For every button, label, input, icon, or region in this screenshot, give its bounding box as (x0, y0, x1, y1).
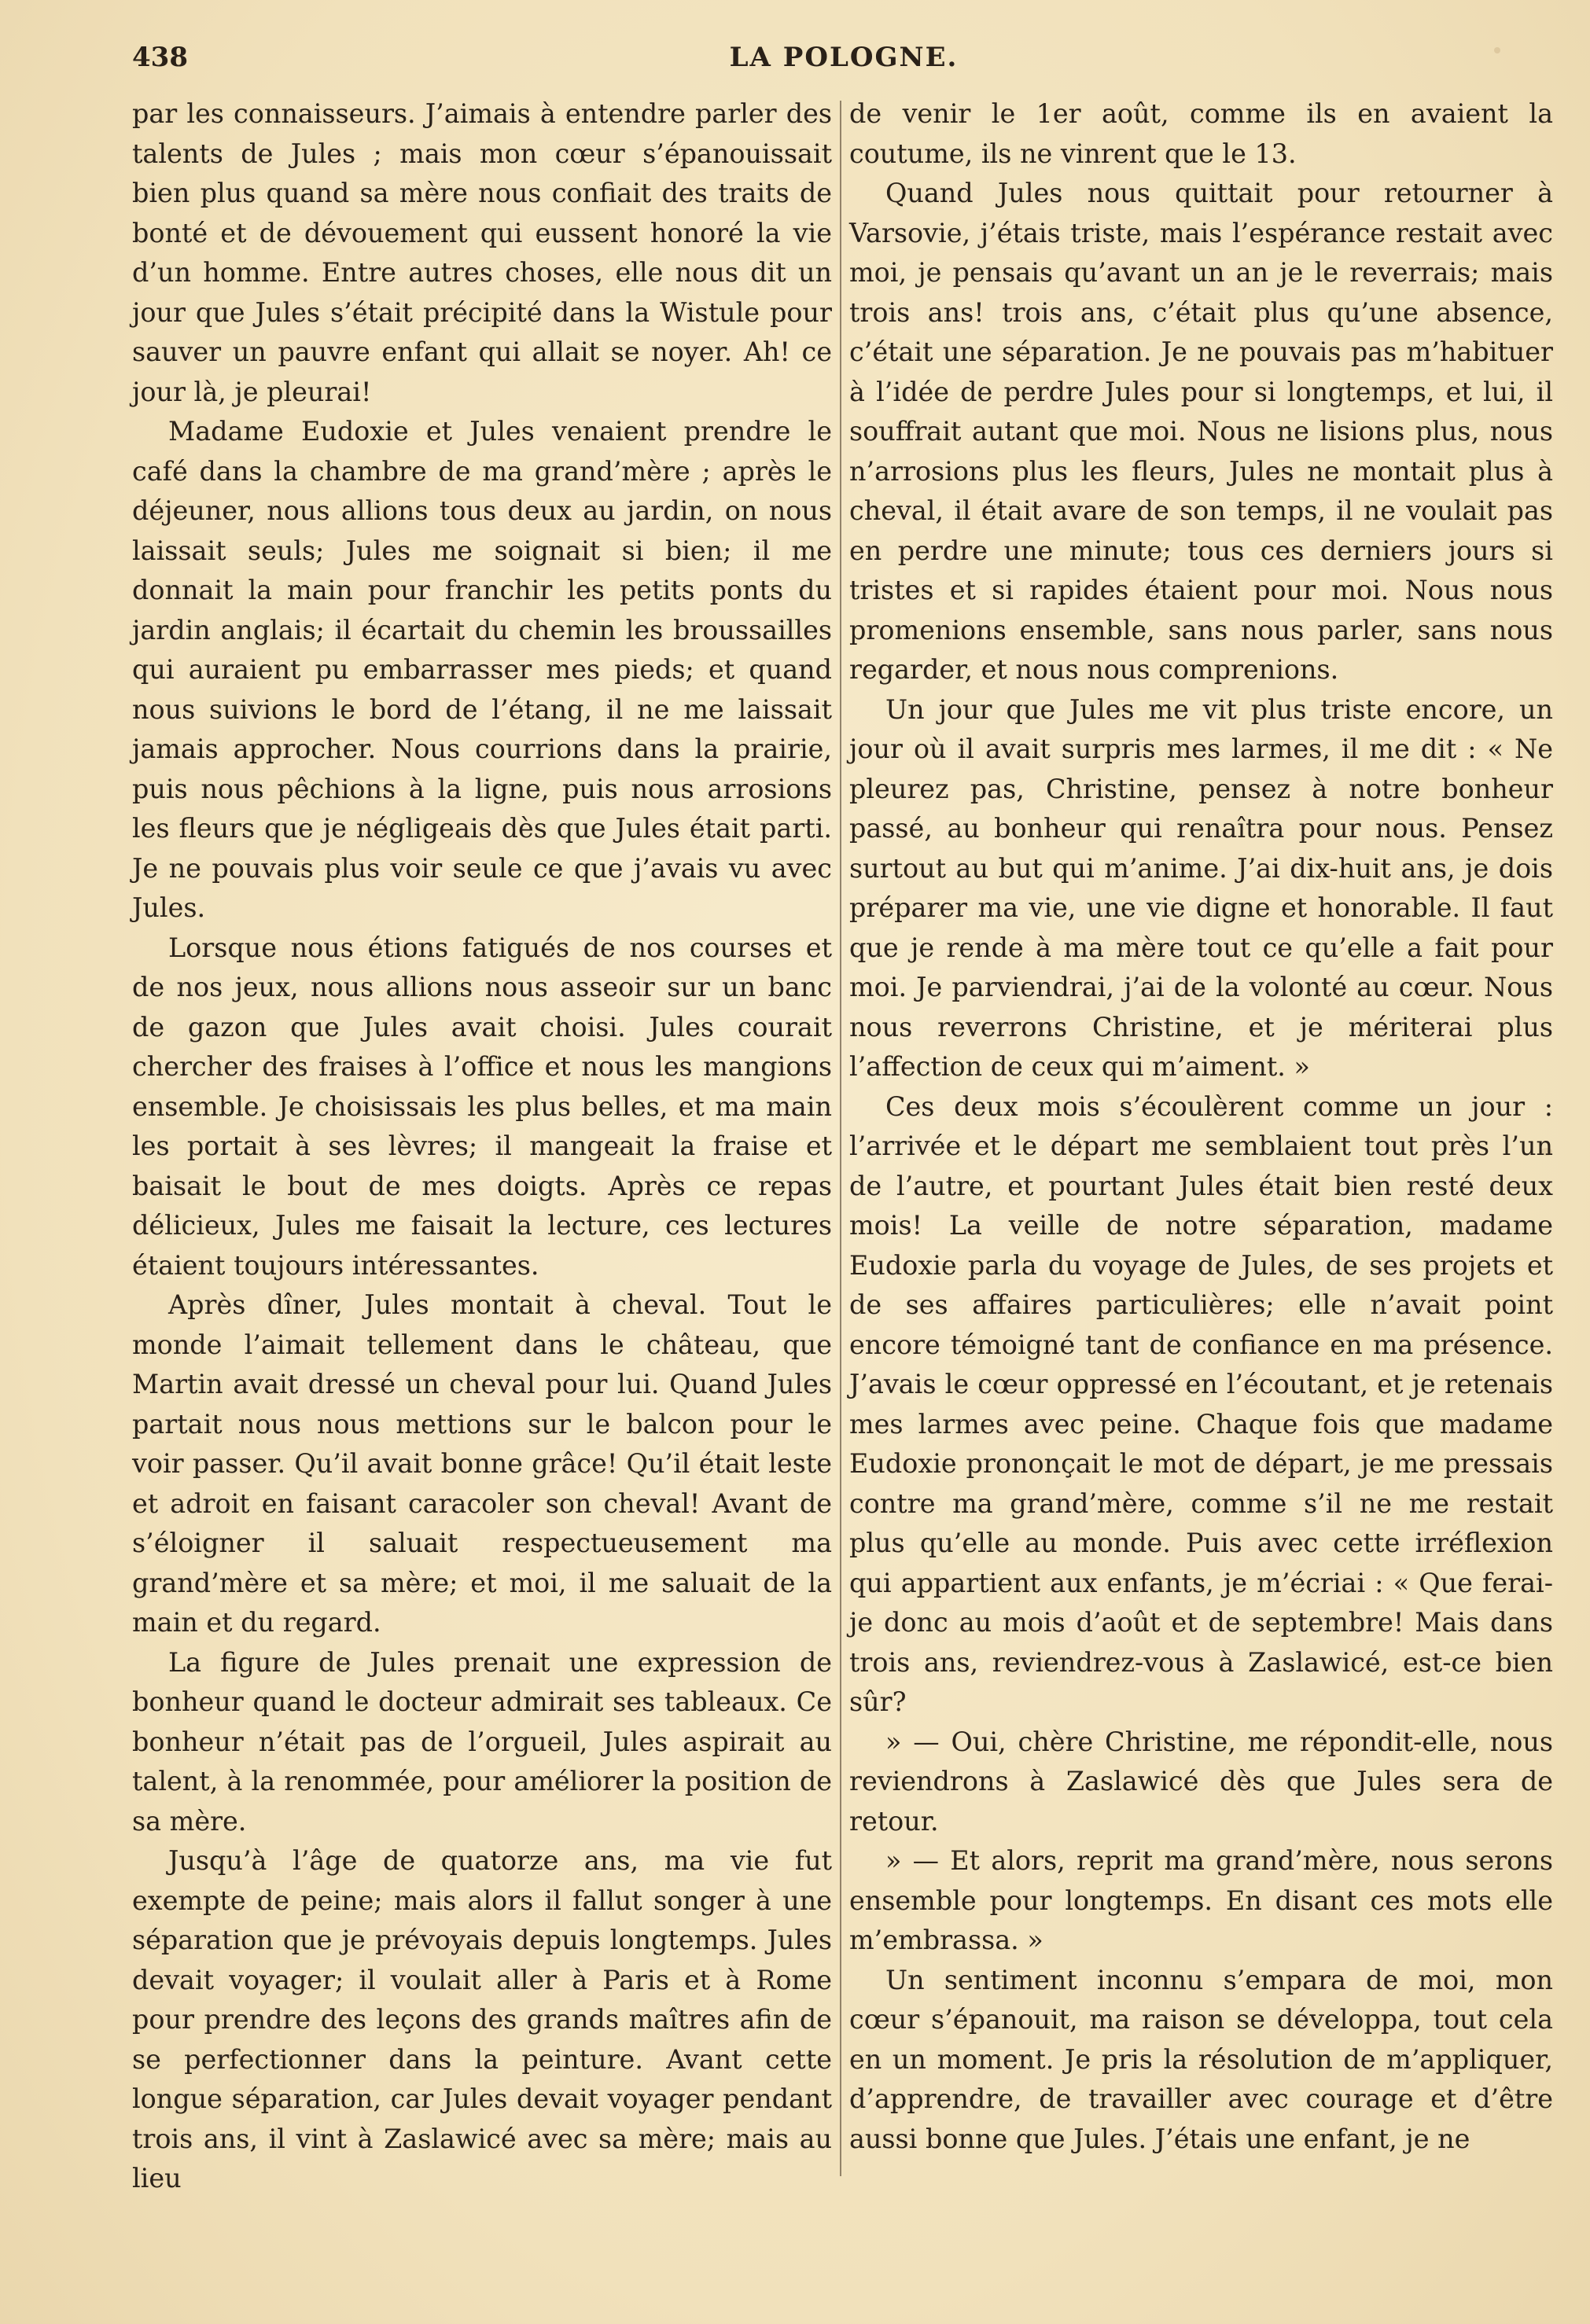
left-column (132, 94, 832, 2199)
paragraph: Après dîner, Jules montait à cheval. Tout le monde l’aimait tellement dans le château, que Martin avait dressé un cheval pour lui. Quand Jules partait nous nous mettions sur le balcon pour le voir passer. Qu’il avait bonne grâce! Qu’il était leste et adroit en faisant caracoler son cheval! Avant de s’éloigner il saluait respectueusement ma grand’mère et sa mère; et moi, il me saluait de la main et du regard. (132, 1289, 832, 1638)
paragraph: Madame Eudoxie et Jules venaient prendre le café dans la chambre de ma grand’mère ; après le déjeuner, nous allions tous deux au jardin, on nous laissait seuls; Jules me soignait si bien; il me donnait la main pour franchir les petits ponts du jardin anglais; il écartait du chemin les broussailles qui auraient pu embarrasser mes pieds; et quand nous suivions le bord de l’étang, il ne me laissait jamais approcher. Nous courrions dans la prairie, puis nous pêchions à la ligne, puis nous arrosions les fleurs que je négligeais dès que Jules était parti. Je ne pouvais plus voir seule ce que j’avais vu avec Jules. (132, 416, 832, 923)
paragraph: » — Et alors, reprit ma grand’mère, nous serons ensemble pour longtemps. En disant ces mots elle m’embrassa. » (849, 1845, 1553, 1955)
page-header (132, 38, 1555, 77)
paragraph: La figure de Jules prenait une expression de bonheur quand le docteur admirait ses tableaux. Ce bonheur n’était pas de l’orgueil, Jules aspirait au talent, à la renommée, pour améliorer la position de sa mère. (132, 1646, 832, 1837)
paragraph: par les connaisseurs. J’aimais à entendre parler des talents de Jules ; mais mon cœur s’épanouissait bien plus quand sa mère nous confiait des traits de bonté et de dévouement qui eussent honoré la vie d’un homme. Entre autres choses, elle nous dit un jour que Jules s’était précipité dans la Wistule pour sauver un pauvre enfant qui allait se noyer. Ah! ce jour là, je pleurai! (132, 98, 832, 407)
running-title: LA POLOGNE. (729, 42, 959, 73)
paragraph: Quand Jules nous quittait pour retourner à Varsovie, j’étais triste, mais l’espérance restait avec moi, je pensais qu’avant un an je le reverrais; mais trois ans! trois ans, c’était plus qu’une absence, c’était une séparation. Je ne pouvais pas m’habituer à l’idée de perdre Jules pour si longtemps, et lui, il souffrait autant que moi. Nous ne lisions plus, nous n’arrosions plus les fleurs, Jules ne montait plus à cheval, il était avare de son temps, il ne voulait pas en perdre une minute; tous ces derniers jours si tristes et si rapides étaient pour moi. Nous nous promenions ensemble, sans nous parler, sans nous regarder, et nous nous comprenions. (849, 178, 1553, 685)
paragraph: » — Oui, chère Christine, me répondit-elle, nous reviendrons à Zaslawicé dès que Jules sera de retour. (849, 1726, 1553, 1837)
paragraph: Ces deux mois s’écoulèrent comme un jour : l’arrivée et le départ me semblaient tout près l’un de l’autre, et pourtant Jules était bien resté deux mois! La veille de notre séparation, madame Eudoxie parla du voyage de Jules, de ses projets et de ses affaires particulières; elle n’avait point encore témoigné tant de confiance en ma présence. J’avais le cœur oppressé en l’écoutant, et je retenais mes larmes avec peine. Chaque fois que madame Eudoxie prononçait le mot de départ, je me pressais contre ma grand’mère, comme s’il ne me restait plus qu’elle au monde. Puis avec cette irréflexion qui appartient aux enfants, je m’écriai : « Que ferai-je donc au mois d’août et de septembre! Mais dans trois ans, reviendrez-vous à Zaslawicé, est-ce bien sûr? (849, 1090, 1553, 1717)
paragraph: de venir le 1er août, comme ils en avaient la coutume, ils ne vinrent que le 13. (849, 98, 1553, 169)
paragraph: Jusqu’à l’âge de quatorze ans, ma vie fut exempte de peine; mais alors il fallut songer à une séparation que je prévoyais depuis longtemps. Jules devait voyager; il voulait aller à Paris et à Rome pour prendre des leçons des grands maîtres afin de se perfectionner dans la peinture. Avant cette longue séparation, car Jules devait voyager pendant trois ans, il vint à Zaslawicé avec sa mère; mais au lieu (132, 1845, 832, 2193)
paragraph: Lorsque nous étions fatigués de nos courses et de nos jeux, nous allions nous asseoir sur un banc de gazon que Jules avait choisi. Jules courait chercher des fraises à l’office et nous les mangions ensemble. Je choisissais les plus belles, et ma main les portait à ses lèvres; il mangeait la fraise et baisait le bout de mes doigts. Après ce repas délicieux, Jules me faisait la lecture, ces lectures étaient toujours intéressantes. (132, 932, 832, 1281)
right-column (849, 94, 1553, 2159)
page-number: 438 (132, 42, 188, 73)
column-divider (840, 101, 841, 2176)
paragraph: Un jour que Jules me vit plus triste encore, un jour où il avait surpris mes larmes, il me dit : « Ne pleurez pas, Christine, pensez à notre bonheur passé, au bonheur qui renaîtra pour nous. Pensez surtout au but qui m’anime. J’ai dix-huit ans, je dois préparer ma vie, une vie digne et honorable. Il faut que je rende à ma mère tout ce qu’elle a fait pour moi. Je parviendrai, j’ai de la volonté au cœur. Nous nous reverrons Christine, et je mériterai plus l’affection de ceux qui m’aiment. » (849, 693, 1553, 1082)
paragraph: Un sentiment inconnu s’empara de moi, mon cœur s’épanouit, ma raison se développa, tout cela en un moment. Je pris la résolution de m’appliquer, d’apprendre, de travailler avec courage et d’être aussi bonne que Jules. J’étais une enfant, je ne (849, 1964, 1553, 2154)
